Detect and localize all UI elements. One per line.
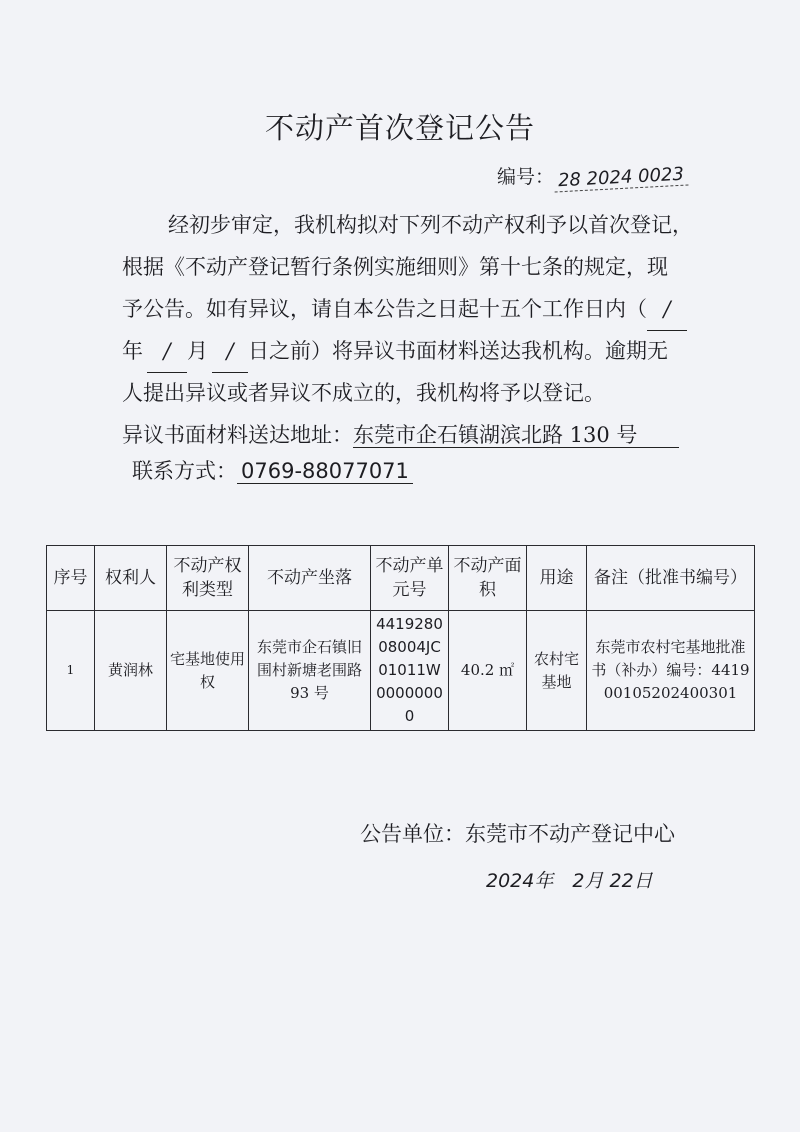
address-label: 异议书面材料送达地址：	[122, 423, 353, 447]
contact-line	[132, 450, 413, 492]
cell-seq: 1	[47, 611, 95, 731]
header-usage: 用途	[527, 546, 587, 611]
table-header-row	[47, 546, 755, 611]
address-value: 东莞市企石镇湖滨北路 130 号	[353, 423, 679, 448]
registration-table	[46, 545, 755, 731]
header-right-type: 不动产权利类型	[167, 546, 249, 611]
blank-day: /	[212, 330, 248, 373]
contact-label: 联系方式：	[132, 459, 237, 483]
body-line-4-month: 月	[187, 339, 208, 363]
blank-year: /	[647, 288, 687, 331]
header-location: 不动产坐落	[249, 546, 371, 611]
body-line-1: 经初步审定，我机构拟对下列不动产权利予以首次登记，	[168, 213, 693, 237]
blank-month: /	[147, 330, 187, 373]
body-line-3	[122, 288, 687, 331]
cell-location: 东莞市企石镇旧围村新塘老围路 93 号	[249, 611, 371, 731]
body-line-2: 根据《不动产登记暂行条例实施细则》第十七条的规定，现	[122, 255, 668, 279]
header-owner: 权利人	[95, 546, 167, 611]
cell-usage: 农村宅基地	[527, 611, 587, 731]
body-line-4-year: 年	[122, 339, 143, 363]
issue-date: 2024年 2月 22日	[486, 870, 653, 892]
header-remark: 备注（批准书编号）	[587, 546, 755, 611]
table-row	[47, 611, 755, 731]
cell-owner: 黄润林	[95, 611, 167, 731]
cell-right-type: 宅基地使用权	[167, 611, 249, 731]
body-line-3-text: 予公告。如有异议，请自本公告之日起十五个工作日内（	[122, 297, 647, 321]
header-area: 不动产面积	[449, 546, 527, 611]
cell-remark: 东莞市农村宅基地批准书（补办）编号：441900105202400301	[587, 611, 755, 731]
cell-unit-no: 441928008004JC01011W00000000	[371, 611, 449, 731]
body-line-4	[122, 330, 668, 373]
notice-number-value: 28 2024 0023	[554, 164, 689, 193]
header-seq: 序号	[47, 546, 95, 611]
body-line-4-rest: 日之前）将异议书面材料送达我机构。逾期无	[248, 339, 668, 363]
issuing-unit: 公告单位：东莞市不动产登记中心	[360, 822, 675, 846]
notice-number	[497, 162, 688, 192]
cell-area: 40.2 ㎡	[449, 611, 527, 731]
body-line-5: 人提出异议或者异议不成立的，我机构将予以登记。	[122, 381, 605, 405]
notice-number-label: 编号：	[497, 166, 555, 188]
contact-value: 0769-88077071	[237, 459, 413, 484]
page-title: 不动产首次登记公告	[264, 111, 535, 145]
header-unit-no: 不动产单元号	[371, 546, 449, 611]
